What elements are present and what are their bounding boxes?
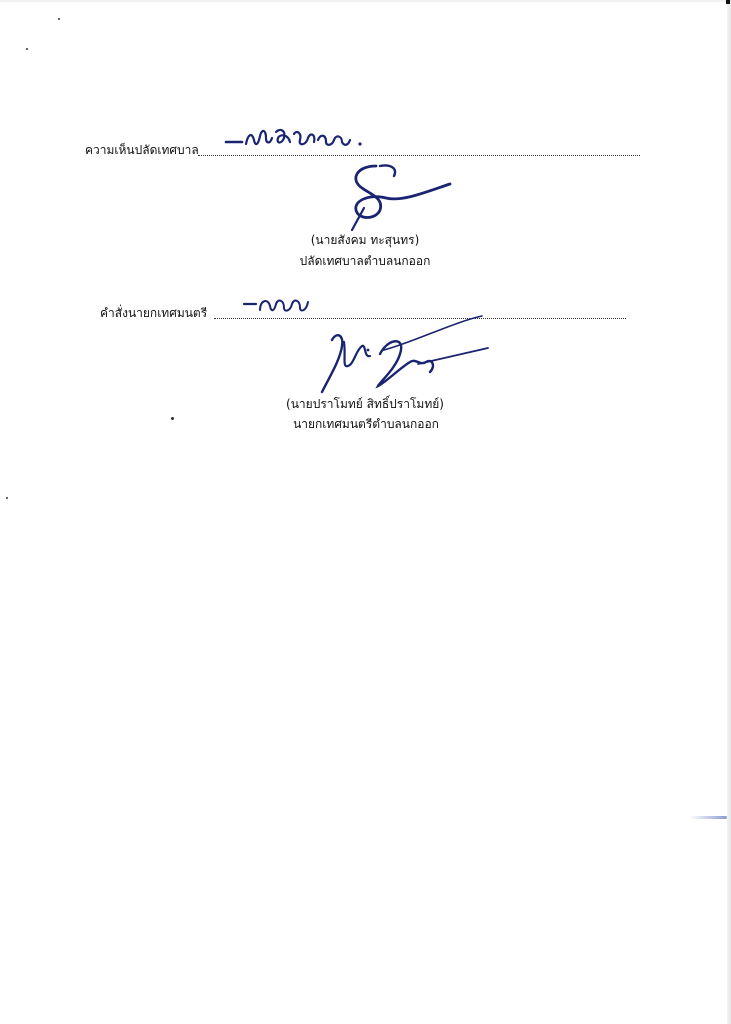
scan-speck — [171, 417, 174, 420]
handwritten-comment-1-text: เพื่อโปรดพิจารณา — [224, 122, 232, 123]
handwritten-comment-1 — [224, 122, 374, 162]
scan-ink-smudge — [689, 816, 727, 819]
scan-corner-mark — [726, 0, 730, 4]
scan-edge-top — [0, 0, 731, 2]
signatory-1-name: (นายสังคม ทะสุนทร) — [310, 233, 420, 247]
scan-speck — [26, 48, 28, 50]
scan-edge-right — [727, 0, 731, 1024]
signature-2 — [314, 312, 494, 396]
handwritten-comment-2 — [242, 290, 322, 320]
comment-label: ความเห็นปลัดเทศบาล — [85, 143, 199, 157]
signature-1 — [336, 158, 456, 230]
signatory-2-name: (นายปราโมทย์ สิทธิ์ปราโมทย์) — [286, 397, 444, 411]
signatory-1-title: ปลัดเทศบาลตำบลนกออก — [299, 254, 431, 268]
order-label: คำสั่งนายกเทศมนตรี — [100, 306, 208, 320]
signatory-2-title: นายกเทศมนตรีตำบลนกออก — [293, 417, 439, 431]
scan-speck — [58, 18, 60, 20]
scan-speck — [6, 497, 8, 499]
handwritten-comment-2-text: ทราบ — [242, 290, 245, 291]
